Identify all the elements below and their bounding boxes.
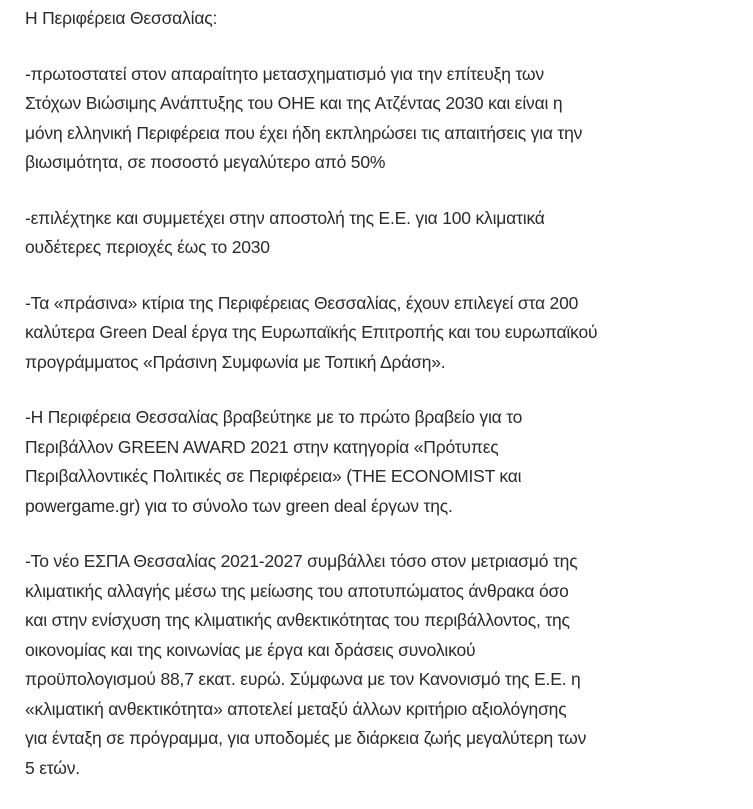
paragraph-line: Περιβάλλον GREEN AWARD 2021 στην κατηγορία «Πρότυπες	[25, 436, 499, 457]
paragraph-line: οικονομίας και της κοινωνίας με έργα και δράσεις συνολικού	[25, 639, 476, 660]
paragraph-eu-mission	[25, 204, 740, 263]
heading-text: Η Περιφέρεια Θεσσαλίας:	[25, 8, 218, 28]
paragraph-line: για ένταξη σε πρόγραμμα, για υποδομές με διάρκεια ζωής μεγαλύτερη των	[25, 728, 587, 748]
paragraph-sdg-leadership	[25, 60, 740, 178]
paragraph-line: -Τα «πράσινα» κτίρια της Περιφέρειας Θεσσαλίας, έχουν επιλεγεί στα 200	[25, 292, 579, 313]
paragraph-line: «κλιματική ανθεκτικότητα» αποτελεί μεταξύ άλλων κριτήριο αξιολόγησης	[25, 698, 567, 719]
paragraph-line: βιωσιμότητα, σε ποσοστό μεγαλύτερο από 50%	[25, 152, 386, 172]
paragraph-line: καλύτερα Green Deal έργα της Ευρωπαϊκής Επιτροπής και του ευρωπαϊκού	[25, 322, 598, 342]
paragraph-espa	[25, 547, 740, 783]
paragraph-line: ουδέτερες περιοχές έως το 2030	[25, 237, 270, 257]
paragraph-line: προϋπολογισμού 88,7 εκατ. ευρώ. Σύμφωνα με τον Κανονισμό της Ε.Ε. η	[25, 669, 581, 689]
paragraph-line: Στόχων Βιώσιμης Ανάπτυξης του ΟΗΕ και της Ατζέντας 2030 και είναι η	[25, 93, 563, 113]
paragraph-line: -επιλέχτηκε και συμμετέχει στην αποστολή της Ε.Ε. για 100 κλιματικά	[25, 207, 545, 228]
paragraph-line: μόνη ελληνική Περιφέρεια που έχει ήδη εκπληρώσει τις απαιτήσεις για την	[25, 122, 583, 143]
paragraph-green-award	[25, 403, 740, 521]
paragraph-line: Περιβαλλοντικές Πολιτικές σε Περιφέρεια» (THE ECONOMIST και	[25, 466, 522, 486]
paragraph-green-buildings	[25, 289, 740, 378]
paragraph-line: 5 ετών.	[25, 757, 80, 778]
paragraph-line: -Το νέο ΕΣΠΑ Θεσσαλίας 2021-2027 συμβάλλει τόσο στον μετριασμό της	[25, 551, 578, 571]
paragraph-line: και στην ενίσχυση της κλιματικής ανθεκτικότητας του περιβάλλοντος, της	[25, 610, 570, 630]
paragraph-line: -πρωτοστατεί στον απαραίτητο μετασχηματισμό για την επίτευξη των	[25, 63, 544, 84]
document-body	[25, 4, 740, 809]
heading-paragraph	[25, 4, 740, 34]
paragraph-line: κλιματικής αλλαγής μέσω της μείωσης του αποτυπώματος άνθρακα όσο	[25, 580, 569, 601]
paragraph-line: προγράμματος «Πράσινη Συμφωνία με Τοπική Δράση».	[25, 351, 446, 372]
paragraph-line: powergame.gr) για το σύνολο των green deal έργων της.	[25, 495, 453, 516]
paragraph-line: -Η Περιφέρεια Θεσσαλίας βραβεύτηκε με το πρώτο βραβείο για το	[25, 407, 523, 427]
